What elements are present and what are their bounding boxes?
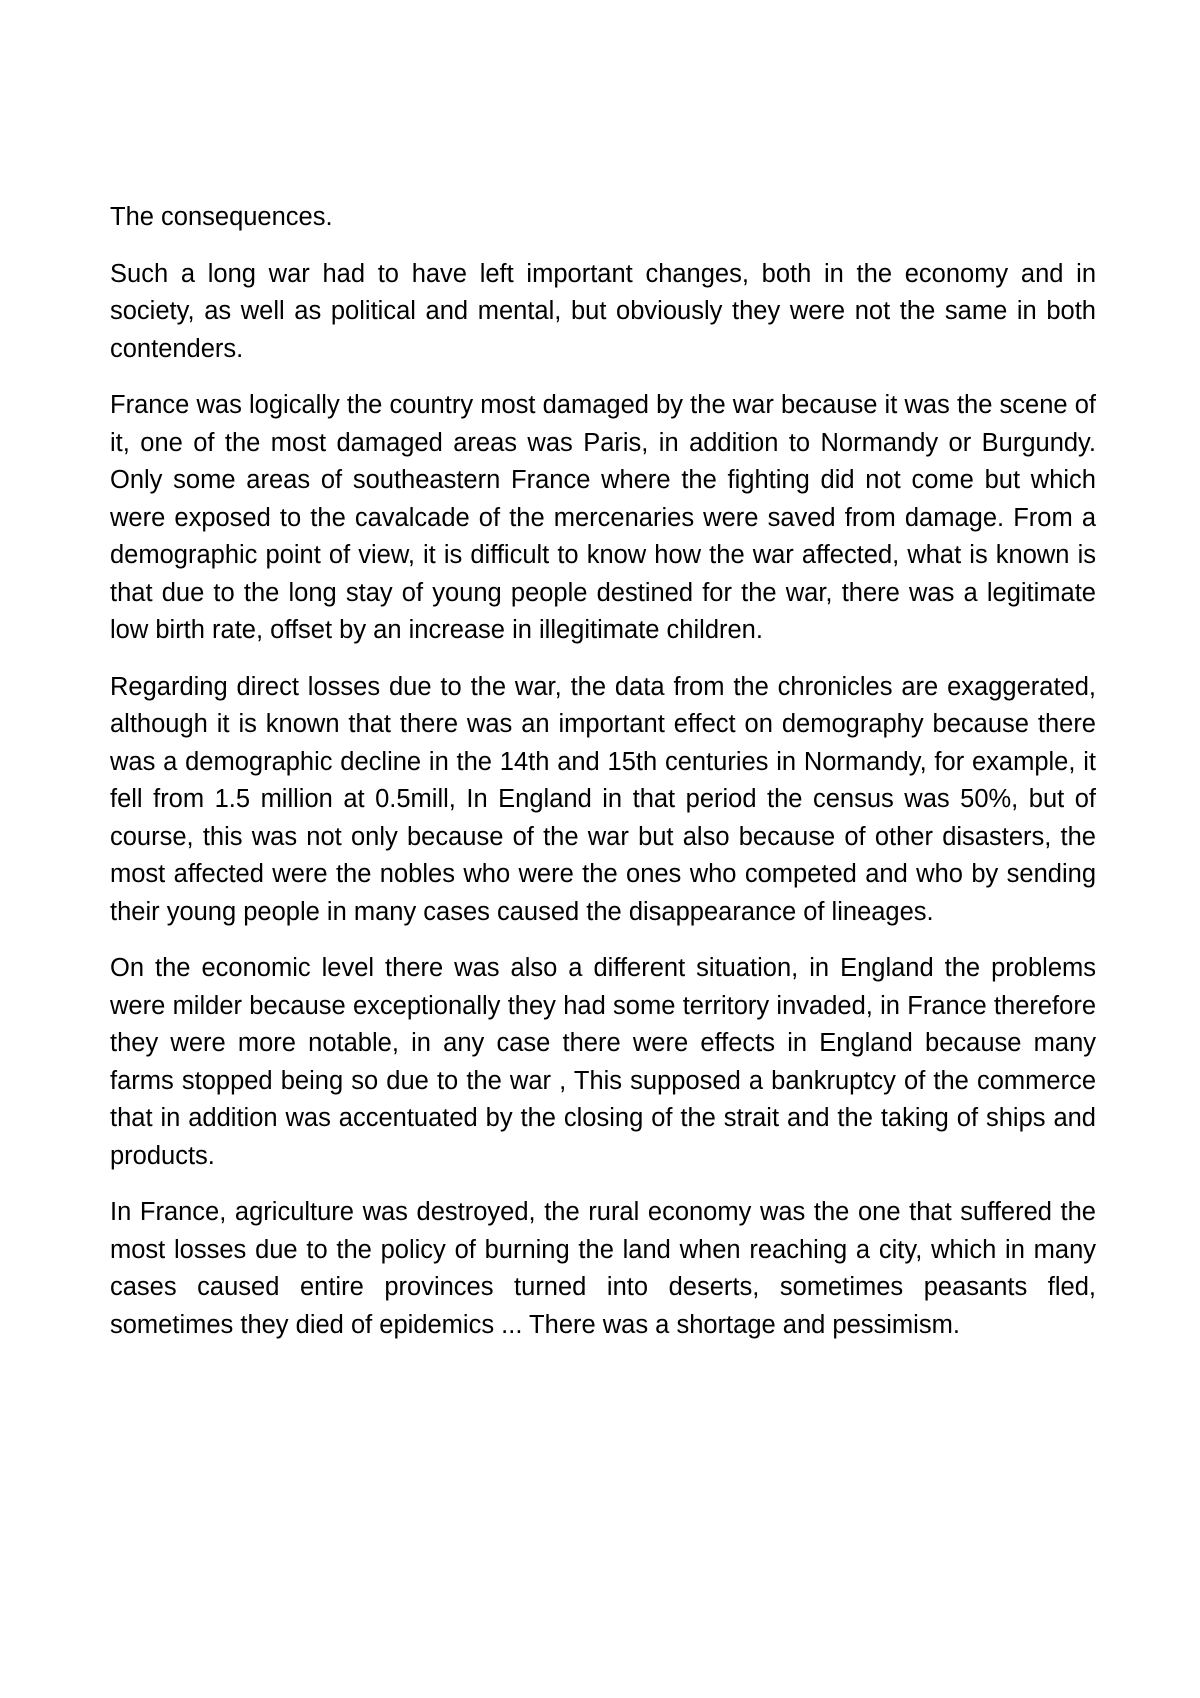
paragraph-france-agriculture: In France, agriculture was destroyed, the rural economy was the one that suffered the most losses due to the policy of burning the land when reaching a city, which in many cases caused entire provinces turned into deserts, sometimes peasants fled, sometimes they died of epidemics ... There was a shortage and pessimism. [110,1198,1096,1339]
paragraph-intro: Such a long war had to have left important changes, both in the economy and in society, as well as political and mental, but obviously they were not the same in both contenders. [110,259,1096,363]
paragraph-direct-losses: Regarding direct losses due to the war, the data from the chronicles are exaggerated, although it is known that there was an important effect on demography because there was a demographic decline in the 14th and 15th centuries in Normandy, for example, it fell from 1.5 million at 0.5mill, In England in that period the census was 50%, but of course, this was not only because of the war but also because of other disasters, the most affected were the nobles who were the ones who competed and who by sending their young people in many cases caused the disappearance of lineages. [110,672,1096,926]
section-heading: The consequences. [110,203,333,231]
paragraph-france-damage: France was logically the country most damaged by the war because it was the scene of it, one of the most damaged areas was Paris, in addition to Normandy or Burgundy. Only some areas of southeastern France where the fighting did not come but which were exposed to the cavalcade of the mercenaries were saved from damage. From a demographic point of view, it is difficult to know how the war affected, what is known is that due to the long stay of young people destined for the war, there was a legitimate low birth rate, offset by an increase in illegitimate children. [110,391,1096,644]
document-body [110,199,1096,1363]
paragraph-economic-level: On the economic level there was also a different situation, in England the problems were milder because exceptionally they had some territory invaded, in France therefore they were more notable, in any case there were effects in England because many farms stopped being so due to the war , This supposed a bankruptcy of the commerce that in addition was accentuated by the closing of the strait and the taking of ships and products. [110,954,1096,1170]
